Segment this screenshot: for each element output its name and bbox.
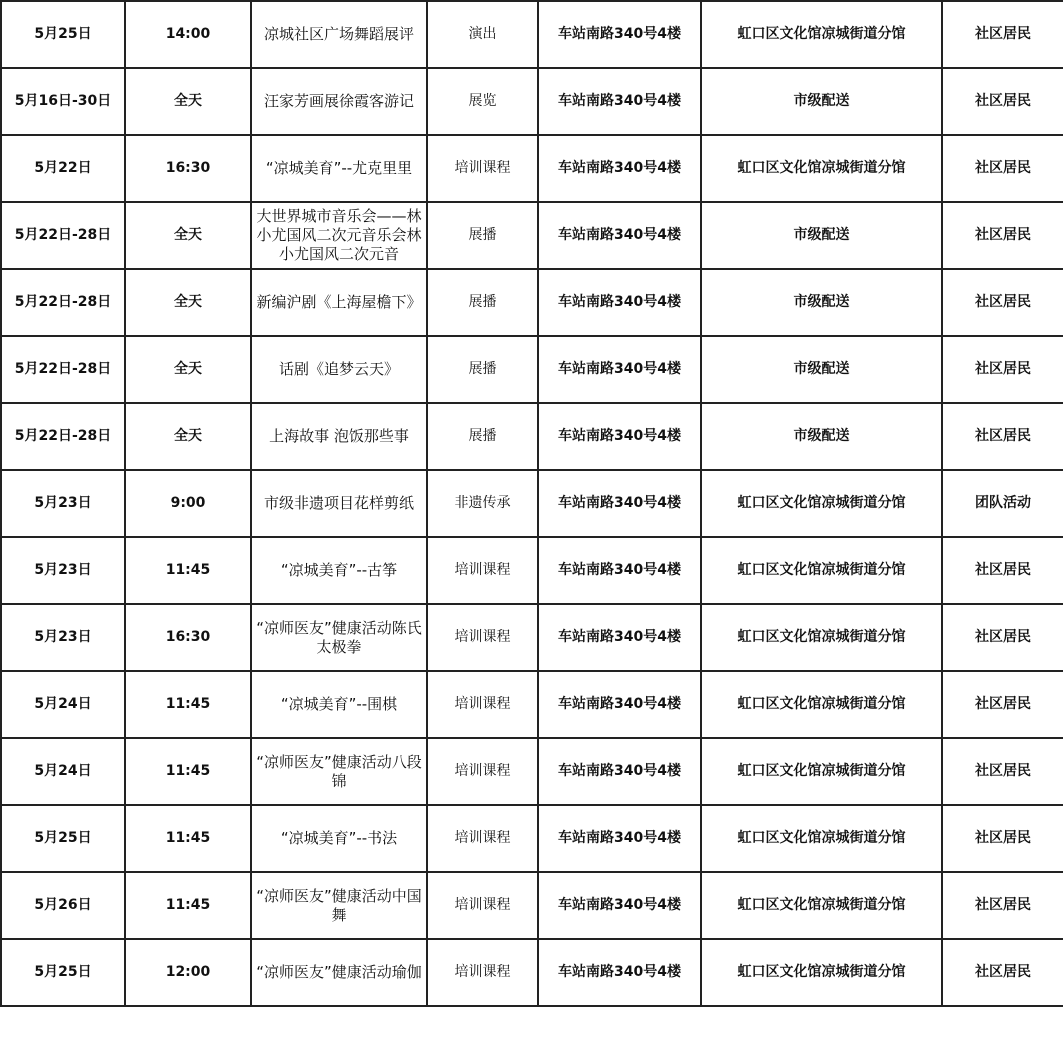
date-cell: 5月25日 bbox=[1, 1, 125, 68]
audience-cell: 社区居民 bbox=[942, 403, 1063, 470]
activity-type-cell: 培训课程 bbox=[427, 872, 538, 939]
organizer-cell: 市级配送 bbox=[701, 403, 942, 470]
audience-cell: 社区居民 bbox=[942, 68, 1063, 135]
address-cell: 车站南路340号4楼 bbox=[538, 336, 701, 403]
date-cell: 5月26日 bbox=[1, 872, 125, 939]
date-cell: 5月23日 bbox=[1, 537, 125, 604]
table-row bbox=[1, 738, 1063, 805]
date-cell: 5月22日-28日 bbox=[1, 269, 125, 336]
audience-cell: 社区居民 bbox=[942, 738, 1063, 805]
table-row bbox=[1, 68, 1063, 135]
organizer-cell: 市级配送 bbox=[701, 269, 942, 336]
organizer-cell: 虹口区文化馆凉城街道分馆 bbox=[701, 135, 942, 202]
date-cell: 5月23日 bbox=[1, 604, 125, 671]
table-row bbox=[1, 269, 1063, 336]
audience-cell: 社区居民 bbox=[942, 671, 1063, 738]
audience-cell: 社区居民 bbox=[942, 336, 1063, 403]
date-cell: 5月22日-28日 bbox=[1, 202, 125, 269]
address-cell: 车站南路340号4楼 bbox=[538, 537, 701, 604]
audience-cell: 社区居民 bbox=[942, 269, 1063, 336]
date-cell: 5月22日-28日 bbox=[1, 336, 125, 403]
audience-cell: 社区居民 bbox=[942, 202, 1063, 269]
address-cell: 车站南路340号4楼 bbox=[538, 805, 701, 872]
address-cell: 车站南路340号4楼 bbox=[538, 403, 701, 470]
table-row bbox=[1, 805, 1063, 872]
address-cell: 车站南路340号4楼 bbox=[538, 671, 701, 738]
activity-name-cell: “凉师医友”健康活动八段锦 bbox=[251, 738, 427, 805]
time-cell: 全天 bbox=[125, 336, 251, 403]
table-row bbox=[1, 872, 1063, 939]
organizer-cell: 虹口区文化馆凉城街道分馆 bbox=[701, 805, 942, 872]
address-cell: 车站南路340号4楼 bbox=[538, 202, 701, 269]
address-cell: 车站南路340号4楼 bbox=[538, 939, 701, 1006]
activity-type-cell: 培训课程 bbox=[427, 671, 538, 738]
activity-name-cell: 大世界城市音乐会——林小尤国风二次元音乐会林小尤国风二次元音 bbox=[251, 202, 427, 269]
activity-type-cell: 展播 bbox=[427, 336, 538, 403]
table-row bbox=[1, 1, 1063, 68]
date-cell: 5月22日-28日 bbox=[1, 403, 125, 470]
activity-name-cell: 新编沪剧《上海屋檐下》 bbox=[251, 269, 427, 336]
activity-type-cell: 展播 bbox=[427, 269, 538, 336]
activity-name-cell: “凉师医友”健康活动瑜伽 bbox=[251, 939, 427, 1006]
activity-name-cell: “凉城美育”--古筝 bbox=[251, 537, 427, 604]
table-row bbox=[1, 604, 1063, 671]
time-cell: 11:45 bbox=[125, 671, 251, 738]
activity-type-cell: 展播 bbox=[427, 202, 538, 269]
organizer-cell: 虹口区文化馆凉城街道分馆 bbox=[701, 671, 942, 738]
audience-cell: 社区居民 bbox=[942, 805, 1063, 872]
date-cell: 5月25日 bbox=[1, 939, 125, 1006]
audience-cell: 社区居民 bbox=[942, 1, 1063, 68]
time-cell: 全天 bbox=[125, 68, 251, 135]
date-cell: 5月24日 bbox=[1, 671, 125, 738]
audience-cell: 社区居民 bbox=[942, 872, 1063, 939]
time-cell: 16:30 bbox=[125, 135, 251, 202]
activity-name-cell: “凉城美育”--书法 bbox=[251, 805, 427, 872]
time-cell: 12:00 bbox=[125, 939, 251, 1006]
address-cell: 车站南路340号4楼 bbox=[538, 604, 701, 671]
time-cell: 全天 bbox=[125, 403, 251, 470]
time-cell: 11:45 bbox=[125, 805, 251, 872]
date-cell: 5月25日 bbox=[1, 805, 125, 872]
activity-name-cell: “凉师医友”健康活动陈氏太极拳 bbox=[251, 604, 427, 671]
time-cell: 11:45 bbox=[125, 537, 251, 604]
activity-type-cell: 演出 bbox=[427, 1, 538, 68]
table-row bbox=[1, 403, 1063, 470]
activity-name-cell: 市级非遗项目花样剪纸 bbox=[251, 470, 427, 537]
organizer-cell: 虹口区文化馆凉城街道分馆 bbox=[701, 604, 942, 671]
activity-type-cell: 展览 bbox=[427, 68, 538, 135]
organizer-cell: 虹口区文化馆凉城街道分馆 bbox=[701, 939, 942, 1006]
time-cell: 全天 bbox=[125, 202, 251, 269]
activity-name-cell: 汪家芳画展徐霞客游记 bbox=[251, 68, 427, 135]
time-cell: 16:30 bbox=[125, 604, 251, 671]
activity-name-cell: 话剧《追梦云天》 bbox=[251, 336, 427, 403]
activity-type-cell: 培训课程 bbox=[427, 738, 538, 805]
activity-name-cell: “凉师医友”健康活动中国舞 bbox=[251, 872, 427, 939]
time-cell: 全天 bbox=[125, 269, 251, 336]
address-cell: 车站南路340号4楼 bbox=[538, 1, 701, 68]
organizer-cell: 市级配送 bbox=[701, 336, 942, 403]
date-cell: 5月22日 bbox=[1, 135, 125, 202]
time-cell: 11:45 bbox=[125, 872, 251, 939]
activity-type-cell: 培训课程 bbox=[427, 135, 538, 202]
address-cell: 车站南路340号4楼 bbox=[538, 269, 701, 336]
address-cell: 车站南路340号4楼 bbox=[538, 470, 701, 537]
organizer-cell: 市级配送 bbox=[701, 202, 942, 269]
organizer-cell: 虹口区文化馆凉城街道分馆 bbox=[701, 537, 942, 604]
table-row bbox=[1, 470, 1063, 537]
activity-type-cell: 展播 bbox=[427, 403, 538, 470]
audience-cell: 团队活动 bbox=[942, 470, 1063, 537]
table-row bbox=[1, 135, 1063, 202]
time-cell: 14:00 bbox=[125, 1, 251, 68]
address-cell: 车站南路340号4楼 bbox=[538, 738, 701, 805]
schedule-body bbox=[1, 1, 1063, 1006]
activity-name-cell: “凉城美育”--围棋 bbox=[251, 671, 427, 738]
audience-cell: 社区居民 bbox=[942, 135, 1063, 202]
organizer-cell: 虹口区文化馆凉城街道分馆 bbox=[701, 872, 942, 939]
table-row bbox=[1, 336, 1063, 403]
activity-type-cell: 培训课程 bbox=[427, 604, 538, 671]
activity-type-cell: 培训课程 bbox=[427, 537, 538, 604]
table-row bbox=[1, 202, 1063, 269]
date-cell: 5月16日-30日 bbox=[1, 68, 125, 135]
activity-type-cell: 非遗传承 bbox=[427, 470, 538, 537]
address-cell: 车站南路340号4楼 bbox=[538, 135, 701, 202]
address-cell: 车站南路340号4楼 bbox=[538, 68, 701, 135]
audience-cell: 社区居民 bbox=[942, 939, 1063, 1006]
activity-name-cell: 上海故事 泡饭那些事 bbox=[251, 403, 427, 470]
date-cell: 5月24日 bbox=[1, 738, 125, 805]
organizer-cell: 虹口区文化馆凉城街道分馆 bbox=[701, 470, 942, 537]
activity-type-cell: 培训课程 bbox=[427, 939, 538, 1006]
table-row bbox=[1, 537, 1063, 604]
organizer-cell: 虹口区文化馆凉城街道分馆 bbox=[701, 1, 942, 68]
organizer-cell: 市级配送 bbox=[701, 68, 942, 135]
table-row bbox=[1, 671, 1063, 738]
activity-name-cell: 凉城社区广场舞蹈展评 bbox=[251, 1, 427, 68]
time-cell: 9:00 bbox=[125, 470, 251, 537]
audience-cell: 社区居民 bbox=[942, 604, 1063, 671]
time-cell: 11:45 bbox=[125, 738, 251, 805]
activity-name-cell: “凉城美育”--尤克里里 bbox=[251, 135, 427, 202]
audience-cell: 社区居民 bbox=[942, 537, 1063, 604]
activity-type-cell: 培训课程 bbox=[427, 805, 538, 872]
table-row bbox=[1, 939, 1063, 1006]
organizer-cell: 虹口区文化馆凉城街道分馆 bbox=[701, 738, 942, 805]
date-cell: 5月23日 bbox=[1, 470, 125, 537]
address-cell: 车站南路340号4楼 bbox=[538, 872, 701, 939]
